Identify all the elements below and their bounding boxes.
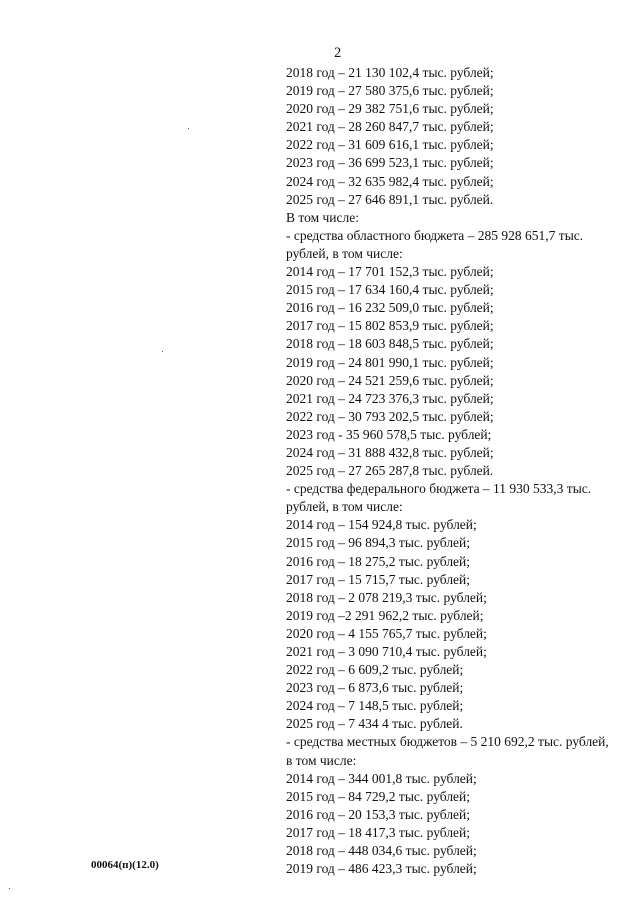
- federal-line-2020: 2020 год – 4 155 765,7 тыс. рублей;: [286, 625, 487, 641]
- local-line-2015: 2015 год – 84 729,2 тыс. рублей;: [286, 788, 471, 804]
- total-line-2020: 2020 год – 29 382 751,6 тыс. рублей;: [286, 101, 494, 117]
- total-line-2022: 2022 год – 31 609 616,1 тыс. рублей;: [286, 137, 494, 153]
- federal-line-2016: 2016 год – 18 275,2 тыс. рублей;: [286, 553, 471, 569]
- federal-budget-heading: - средства федерального бюджета – 11 930 533,3 тыс. рублей, в том числе:: [286, 481, 592, 515]
- scan-speck: [9, 888, 10, 889]
- total-line-2018: 2018 год – 21 130 102,4 тыс. рублей;: [286, 65, 494, 80]
- federal-line-2022: 2022 год – 6 609,2 тыс. рублей;: [286, 662, 464, 678]
- total-line-2024: 2024 год – 32 635 982,4 тыс. рублей;: [286, 173, 494, 189]
- document-code: 00064(п)(12.0): [91, 859, 159, 871]
- scan-speck: [188, 128, 189, 129]
- federal-line-2023: 2023 год – 6 873,6 тыс. рублей;: [286, 680, 464, 696]
- regional-line-2017: 2017 год – 15 802 853,9 тыс. рублей;: [286, 318, 494, 334]
- federal-line-2025: 2025 год – 7 434 4 тыс. рублей.: [286, 716, 463, 732]
- regional-budget-heading: - средства областного бюджета – 285 928 651,7 тыс. рублей, в том числе:: [286, 227, 584, 261]
- total-line-2023: 2023 год – 36 699 523,1 тыс. рублей;: [286, 155, 494, 171]
- including-heading: В том числе:: [286, 209, 359, 225]
- local-line-2016: 2016 год – 20 153,3 тыс. рублей;: [286, 806, 471, 822]
- regional-line-2023: 2023 год - 35 960 578,5 тыс. рублей;: [286, 426, 492, 442]
- local-line-2018: 2018 год – 448 034,6 тыс. рублей;: [286, 843, 477, 859]
- total-line-2021: 2021 год – 28 260 847,7 тыс. рублей;: [286, 119, 494, 135]
- federal-line-2017: 2017 год – 15 715,7 тыс. рублей;: [286, 571, 471, 587]
- local-line-2014: 2014 год – 344 001,8 тыс. рублей;: [286, 770, 477, 786]
- regional-line-2018: 2018 год – 18 603 848,5 тыс. рублей;: [286, 336, 494, 352]
- federal-line-2024: 2024 год – 7 148,5 тыс. рублей;: [286, 698, 464, 714]
- regional-line-2022: 2022 год – 30 793 202,5 тыс. рублей;: [286, 408, 494, 424]
- federal-line-2019: 2019 год –2 291 962,2 тыс. рублей;: [286, 607, 484, 623]
- local-budget-heading: - средства местных бюджетов – 5 210 692,2 тыс. рублей, в том числе:: [286, 734, 609, 768]
- local-line-2019: 2019 год – 486 423,3 тыс. рублей;: [286, 861, 477, 877]
- total-line-2019: 2019 год – 27 580 375,6 тыс. рублей;: [286, 83, 494, 99]
- scan-speck: [162, 351, 163, 352]
- total-line-2025: 2025 год – 27 646 891,1 тыс. рублей.: [286, 191, 494, 207]
- regional-line-2016: 2016 год – 16 232 509,0 тыс. рублей;: [286, 300, 494, 316]
- federal-line-2015: 2015 год – 96 894,3 тыс. рублей;: [286, 535, 471, 551]
- federal-line-2021: 2021 год – 3 090 710,4 тыс. рублей;: [286, 644, 487, 659]
- local-line-2017: 2017 год – 18 417,3 тыс. рублей;: [286, 824, 471, 840]
- funding-text-block: [286, 64, 616, 878]
- regional-line-2024: 2024 год – 31 888 432,8 тыс. рублей;: [286, 444, 494, 460]
- regional-line-2021: 2021 год – 24 723 376,3 тыс. рублей;: [286, 390, 494, 406]
- regional-line-2020: 2020 год – 24 521 259,6 тыс. рублей;: [286, 372, 494, 388]
- regional-line-2025: 2025 год – 27 265 287,8 тыс. рублей.: [286, 463, 494, 479]
- federal-line-2014: 2014 год – 154 924,8 тыс. рублей;: [286, 517, 477, 533]
- regional-line-2019: 2019 год – 24 801 990,1 тыс. рублей;: [286, 354, 494, 370]
- regional-line-2014: 2014 год – 17 701 152,3 тыс. рублей;: [286, 264, 494, 280]
- page-number: 2: [334, 45, 342, 61]
- federal-line-2018: 2018 год – 2 078 219,3 тыс. рублей;: [286, 589, 487, 605]
- regional-line-2015: 2015 год – 17 634 160,4 тыс. рублей;: [286, 282, 494, 298]
